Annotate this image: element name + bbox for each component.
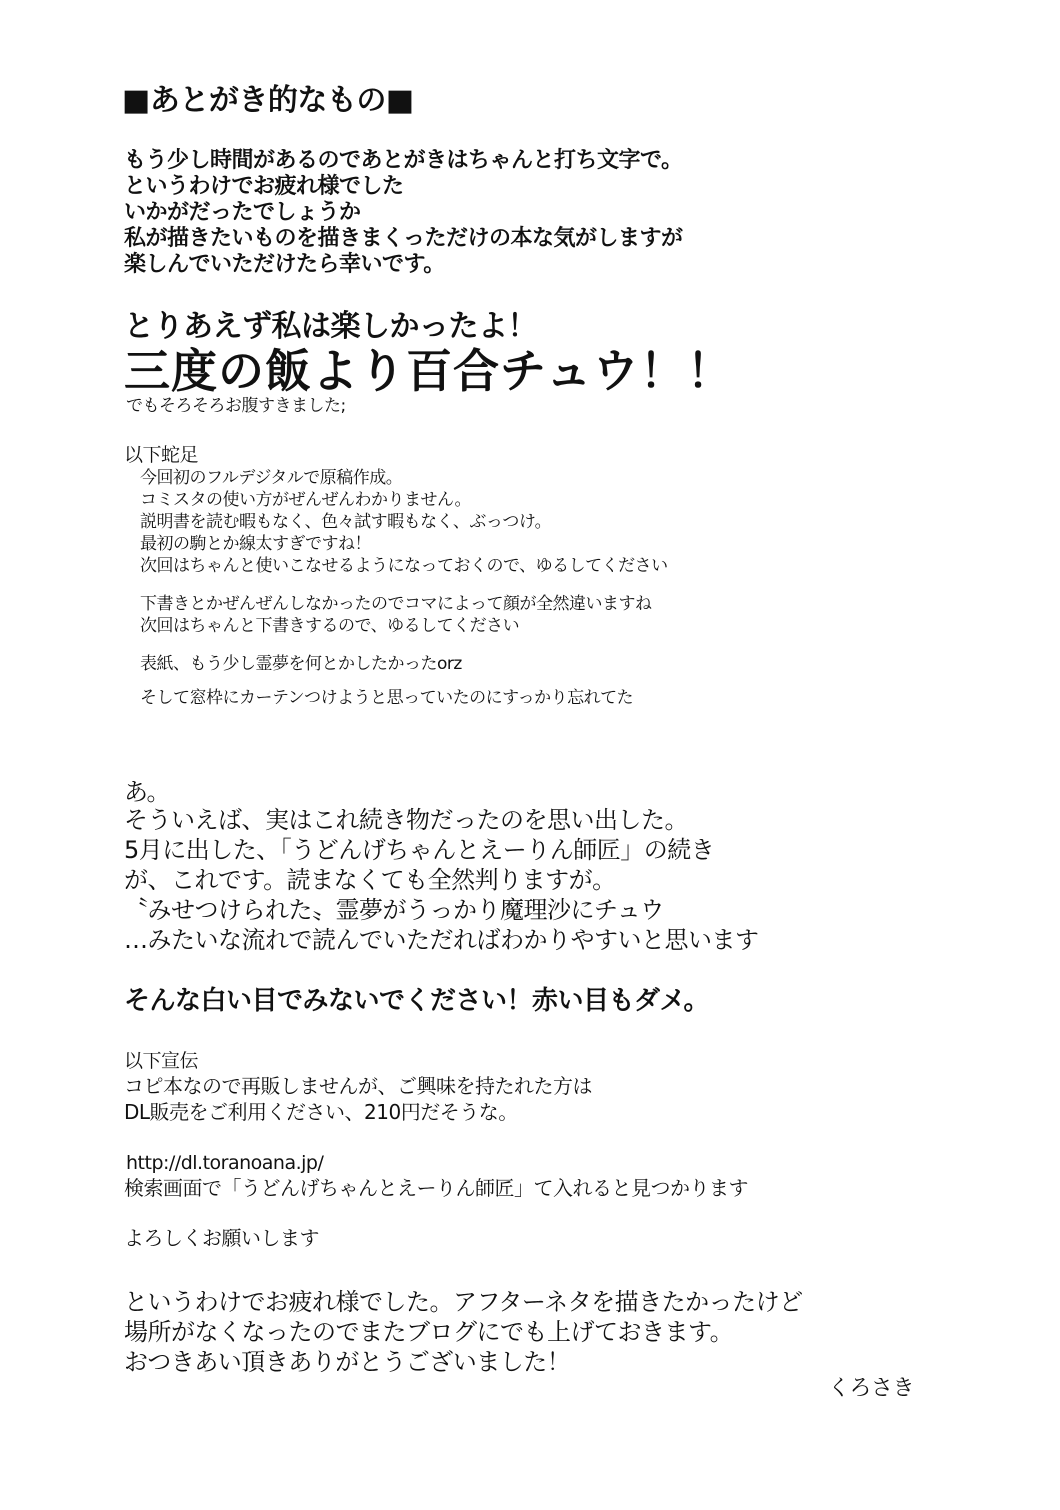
ad-heading: 以下宣伝 (124, 1050, 199, 1072)
note-line: 説明書を読む暇もなく、色々試す暇もなく、ぶっつけ。 (140, 512, 552, 532)
ad-line: DL販売をご利用ください、210円だそうな。 (124, 1100, 518, 1124)
sequel-line: そういえば、実はこれ続き物だったのを思い出した。 (124, 806, 688, 834)
intro-line: いかがだったでしょうか (124, 200, 361, 225)
author-signature: くろさき (828, 1376, 915, 1401)
ad-url: http://dl.toranoana.jp/ (126, 1152, 324, 1174)
note-line: コミスタの使い方がぜんぜんわかりません。 (140, 490, 472, 510)
page-heading: ■あとがき的なもの■ (122, 83, 414, 118)
note-line: 次回はちゃんと下書きするので、ゆるしてください (140, 616, 520, 636)
ad-line: コピ本なので再販しませんが、ご興味を持たれた方は (124, 1074, 592, 1098)
closing-line: というわけでお疲れ様でした。アフターネタを描きたかったけど (124, 1288, 803, 1316)
note-line: 表紙、もう少し霊夢を何とかしたかったorz (140, 654, 462, 674)
sequel-line: が、これです。読まなくても全然判りますが。 (124, 866, 616, 894)
closing-line: 場所がなくなったのでまたブログにでも上げておきます。 (124, 1318, 734, 1346)
emphasis-line: とりあえず私は楽しかったよ！ (124, 309, 537, 344)
sequel-line: あ。 (124, 778, 171, 806)
sequel-line: …みたいな流れで読んでいただればわかりやすいと思います (124, 926, 759, 954)
intro-line: 私が描きたいものを描きまくっただけの本な気がしますが (124, 226, 683, 251)
ad-search-hint: 検索画面で「うどんげちゃんとえーりん師匠」て入れると見つかります (124, 1176, 748, 1200)
emphasis-headline: 三度の飯より百合チュウ！！ (124, 344, 734, 398)
note-line: そして窓枠にカーテンつけようと思っていたのにすっかり忘れてた (140, 688, 634, 708)
intro-line: 楽しんでいただけたら幸いです。 (124, 252, 445, 277)
note-line: 今回初のフルデジタルで原稿作成。 (140, 468, 403, 488)
intro-line: というわけでお疲れ様でした (124, 174, 404, 199)
ad-regards: よろしくお願いします (124, 1226, 319, 1250)
notes-heading: 以下蛇足 (124, 444, 199, 466)
note-line: 次回はちゃんと使いこなせるようになっておくので、ゆるしてください (140, 556, 668, 576)
closing-line: おつきあい頂きありがとうございました！ (124, 1348, 571, 1376)
sequel-line: 〝みせつけられた〟霊夢がうっかり魔理沙にチュウ (124, 896, 664, 924)
intro-line: もう少し時間があるのであとがきはちゃんと打ち文字で。 (124, 148, 683, 173)
joke-line: そんな白い目でみないでください！赤い目もダメ。 (124, 986, 709, 1016)
sequel-line: 5月に出した、「うどんげちゃんとえーりん師匠」の続き (124, 836, 715, 864)
emphasis-note: でもそろそろお腹すきました; (126, 396, 346, 416)
note-line: 最初の駒とか線太すぎですね！ (140, 534, 371, 554)
note-line: 下書きとかぜんぜんしなかったのでコマによって顔が全然違いますね (140, 594, 652, 614)
